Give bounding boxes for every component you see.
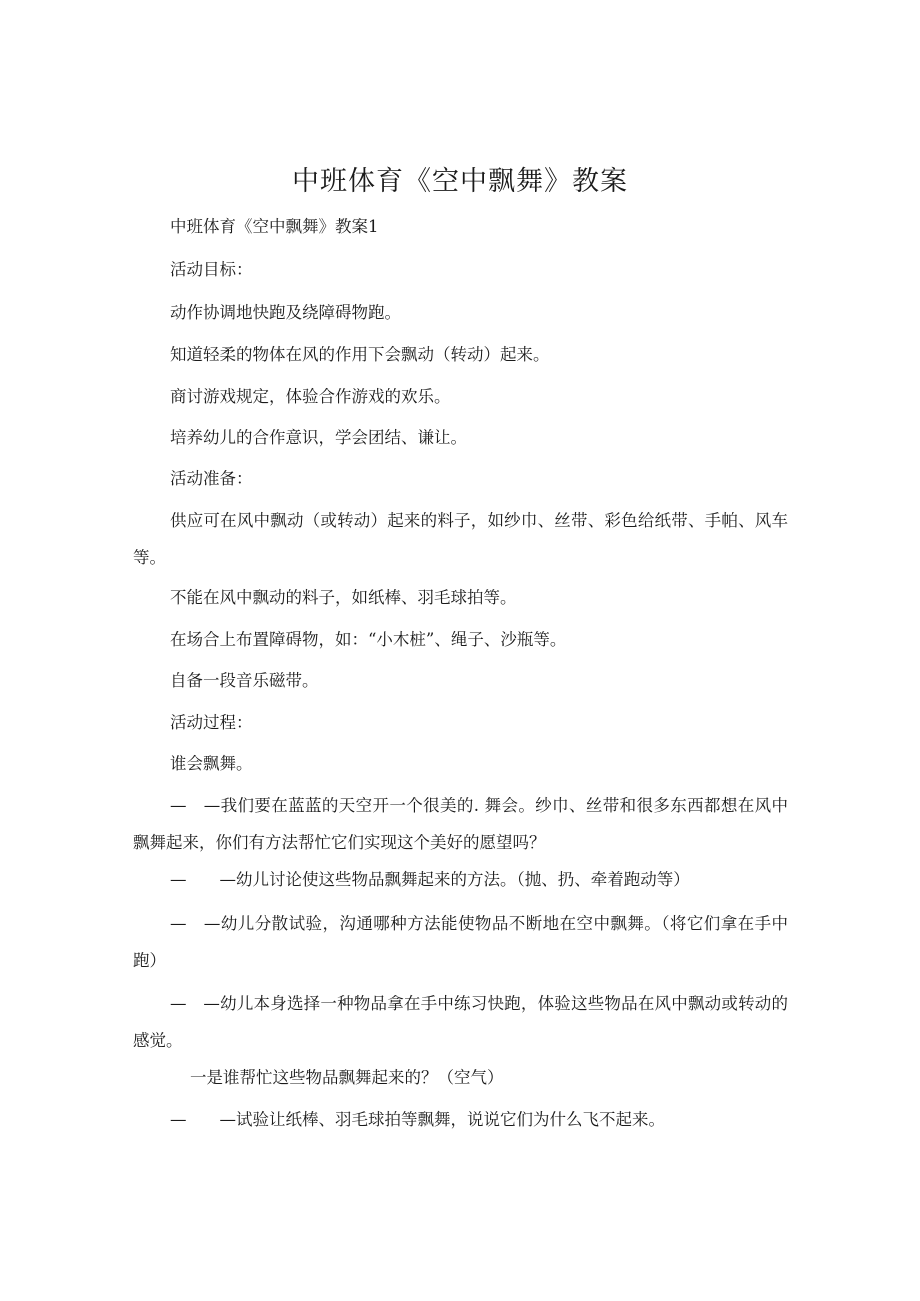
paragraph: 供应可在风中飘动（或转动）起来的料子，如纱巾、丝带、彩色给纸带、手帕、风车等。 [133, 511, 788, 567]
paragraph-line: 不能在风中飘动的料子，如纸棒、羽毛球拍等。 [170, 588, 517, 607]
paragraph: — —幼儿本身选择一种物品拿在手中练习快跑，体验这些物品在风中飘动或转动的感觉。 [133, 994, 788, 1050]
paragraph-line: 在场合上布置障碍物，如：“小木桩”、绳子、沙瓶等。 [170, 630, 567, 649]
paragraph-line: 自备一段音乐磁带。 [170, 671, 319, 690]
paragraph-line: 动作协调地快跑及绕障碍物跑。 [170, 303, 401, 322]
section-heading: 中班体育《空中飘舞》教案1 [170, 217, 379, 236]
section-heading: 活动目标： [170, 260, 253, 279]
section-heading: 活动准备： [170, 469, 253, 488]
paragraph-line: 知道轻柔的物体在风的作用下会飘动（转动）起来。 [170, 345, 550, 364]
paragraph-line: 商讨游戏规定，体验合作游戏的欢乐。 [170, 387, 451, 406]
paragraph-line: 一是谁帮忙这些物品飘舞起来的？（空气） [190, 1068, 504, 1087]
paragraph: — —幼儿分散试验，沟通哪种方法能使物品不断地在空中飘舞。（将它们拿在手中跑） [133, 914, 788, 970]
document-title: 中班体育《空中飘舞》教案 [292, 166, 628, 197]
paragraph-line: 谁会飘舞。 [170, 754, 253, 773]
paragraph-line: — —试验让纸棒、羽毛球拍等飘舞，说说它们为什么飞不起来。 [170, 1110, 665, 1129]
paragraph: — —我们要在蓝蓝的天空开一个很美的. 舞会。纱巾、丝带和很多东西都想在风中飘舞起来，你们有方法帮忙它们实现这个美好的愿望吗？ [133, 796, 788, 852]
paragraph-line: 培养幼儿的合作意识，学会团结、谦让。 [170, 428, 467, 447]
section-heading: 活动过程： [170, 713, 253, 732]
paragraph-line: — —幼儿讨论使这些物品飘舞起来的方法。（抛、扔、牵着跑动等） [170, 870, 690, 889]
